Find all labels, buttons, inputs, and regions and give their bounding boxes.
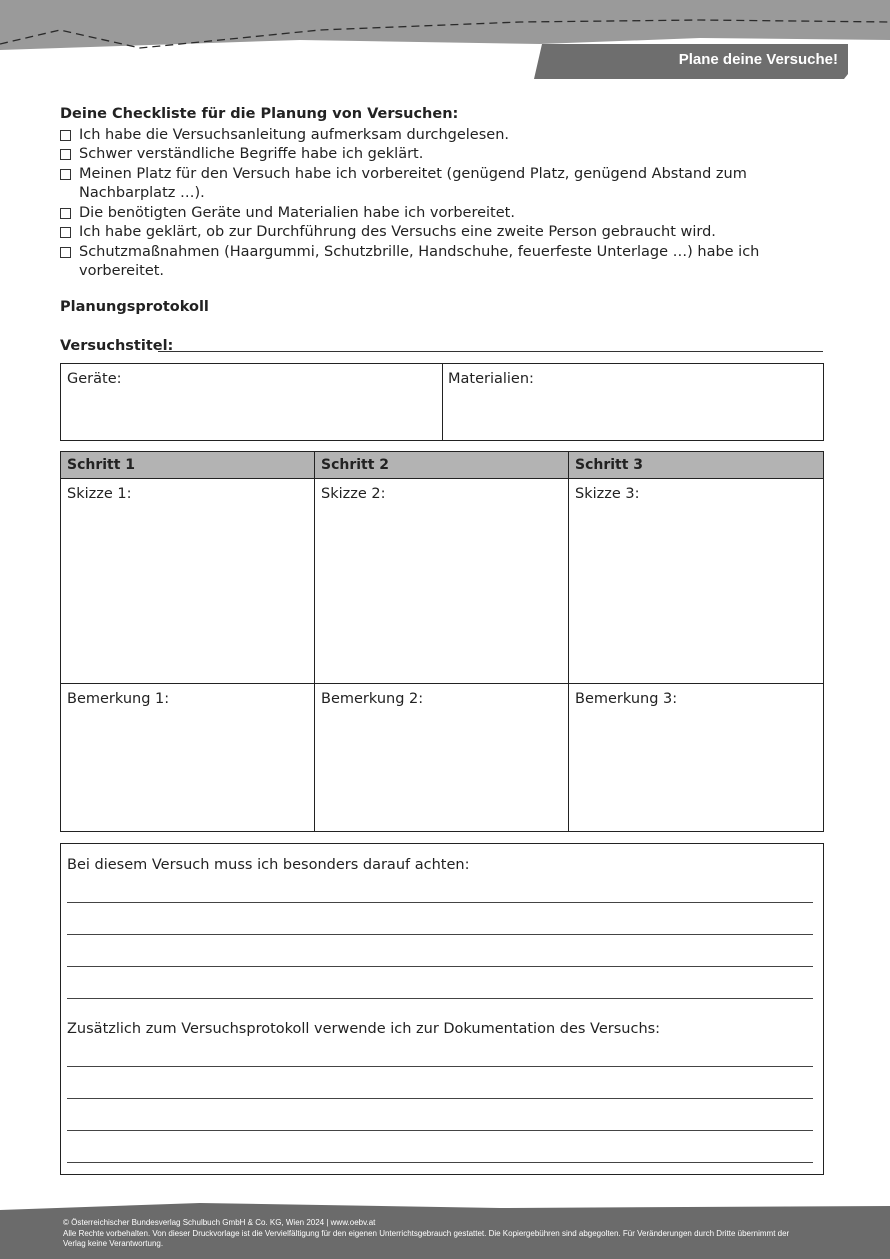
writing-line[interactable] (67, 966, 813, 967)
writing-line[interactable] (67, 1130, 813, 1131)
equipment-label: Geräte: (67, 371, 122, 387)
column-divider (314, 452, 315, 831)
writing-line[interactable] (67, 934, 813, 935)
checkbox-icon[interactable] (60, 227, 71, 238)
checklist (60, 105, 840, 282)
copyright-line: © Österreichischer Bundesverlag Schulbuch GmbH & Co. KG, Wien 2024 | www.oebv.at (63, 1218, 376, 1227)
checkbox-icon[interactable] (60, 130, 71, 141)
column-divider (442, 364, 443, 440)
steps-table (60, 451, 824, 832)
sketch-3-label: Skizze 3: (575, 486, 640, 502)
checklist-item-continuation: Nachbarplatz …). (79, 185, 205, 201)
sketch-2-label: Skizze 2: (321, 486, 386, 502)
header-tag: Plane deine Versuche! (678, 51, 838, 68)
checklist-item[interactable]: Schutzmaßnahmen (Haargummi, Schutzbrille, Handschuhe, feuerfeste Unterlage …) habe ich vorbereitet. (60, 243, 840, 282)
checklist-item[interactable]: Die benötigten Geräte und Materialien habe ich vorbereitet. (60, 204, 840, 224)
note-2-label: Bemerkung 2: (321, 691, 424, 707)
experiment-title-label: Versuchstitel: (60, 338, 174, 354)
equipment-materials-box (60, 363, 824, 441)
notes-box (60, 843, 824, 1175)
checklist-item[interactable]: Schwer verständliche Begriffe habe ich geklärt. (60, 145, 840, 165)
checklist-item[interactable]: Meinen Platz für den Versuch habe ich vorbereitet (genügend Platz, genügend Abstand zum (60, 165, 840, 185)
checkbox-icon[interactable] (60, 149, 71, 160)
note-3-label: Bemerkung 3: (575, 691, 678, 707)
checkbox-icon[interactable] (60, 169, 71, 180)
checklist-item[interactable]: Ich habe geklärt, ob zur Durchführung des Versuchs eine zweite Person gebraucht wird. (60, 223, 840, 243)
note-1-label: Bemerkung 1: (67, 691, 170, 707)
writing-line[interactable] (67, 998, 813, 999)
checklist-title: Deine Checkliste für die Planung von Versuchen: (60, 106, 459, 122)
sketch-1-label: Skizze 1: (67, 486, 132, 502)
footer-text (63, 1218, 833, 1250)
planning-protocol-title: Planungsprotokoll (60, 299, 209, 315)
checkbox-icon[interactable] (60, 247, 71, 258)
column-divider (568, 452, 569, 831)
step-2-header: Schritt 2 (315, 452, 569, 479)
step-1-header: Schritt 1 (61, 452, 315, 479)
writing-line[interactable] (67, 1098, 813, 1099)
materials-label: Materialien: (448, 371, 534, 387)
row-divider (61, 683, 823, 684)
step-3-header: Schritt 3 (569, 452, 823, 479)
writing-line[interactable] (67, 1066, 813, 1067)
attention-label: Bei diesem Versuch muss ich besonders darauf achten: (67, 857, 470, 873)
writing-line[interactable] (67, 902, 813, 903)
experiment-title-field[interactable] (158, 351, 823, 352)
checkbox-icon[interactable] (60, 208, 71, 219)
rights-line-continued: Verlag keine Verantwortung. (63, 1239, 164, 1248)
writing-line[interactable] (67, 1162, 813, 1163)
documentation-label: Zusätzlich zum Versuchsprotokoll verwende ich zur Dokumentation des Versuchs: (67, 1021, 661, 1037)
checklist-item[interactable]: Ich habe die Versuchsanleitung aufmerksam durchgelesen. (60, 126, 840, 146)
rights-line: Alle Rechte vorbehalten. Von dieser Druckvorlage ist die Vervielfältigung für den eigenen Unterrichtsgebrauch gestattet. Die Kopiergebühren sind abgegolten. Für Veränderungen durch Dritte übernimmt der (63, 1228, 790, 1238)
